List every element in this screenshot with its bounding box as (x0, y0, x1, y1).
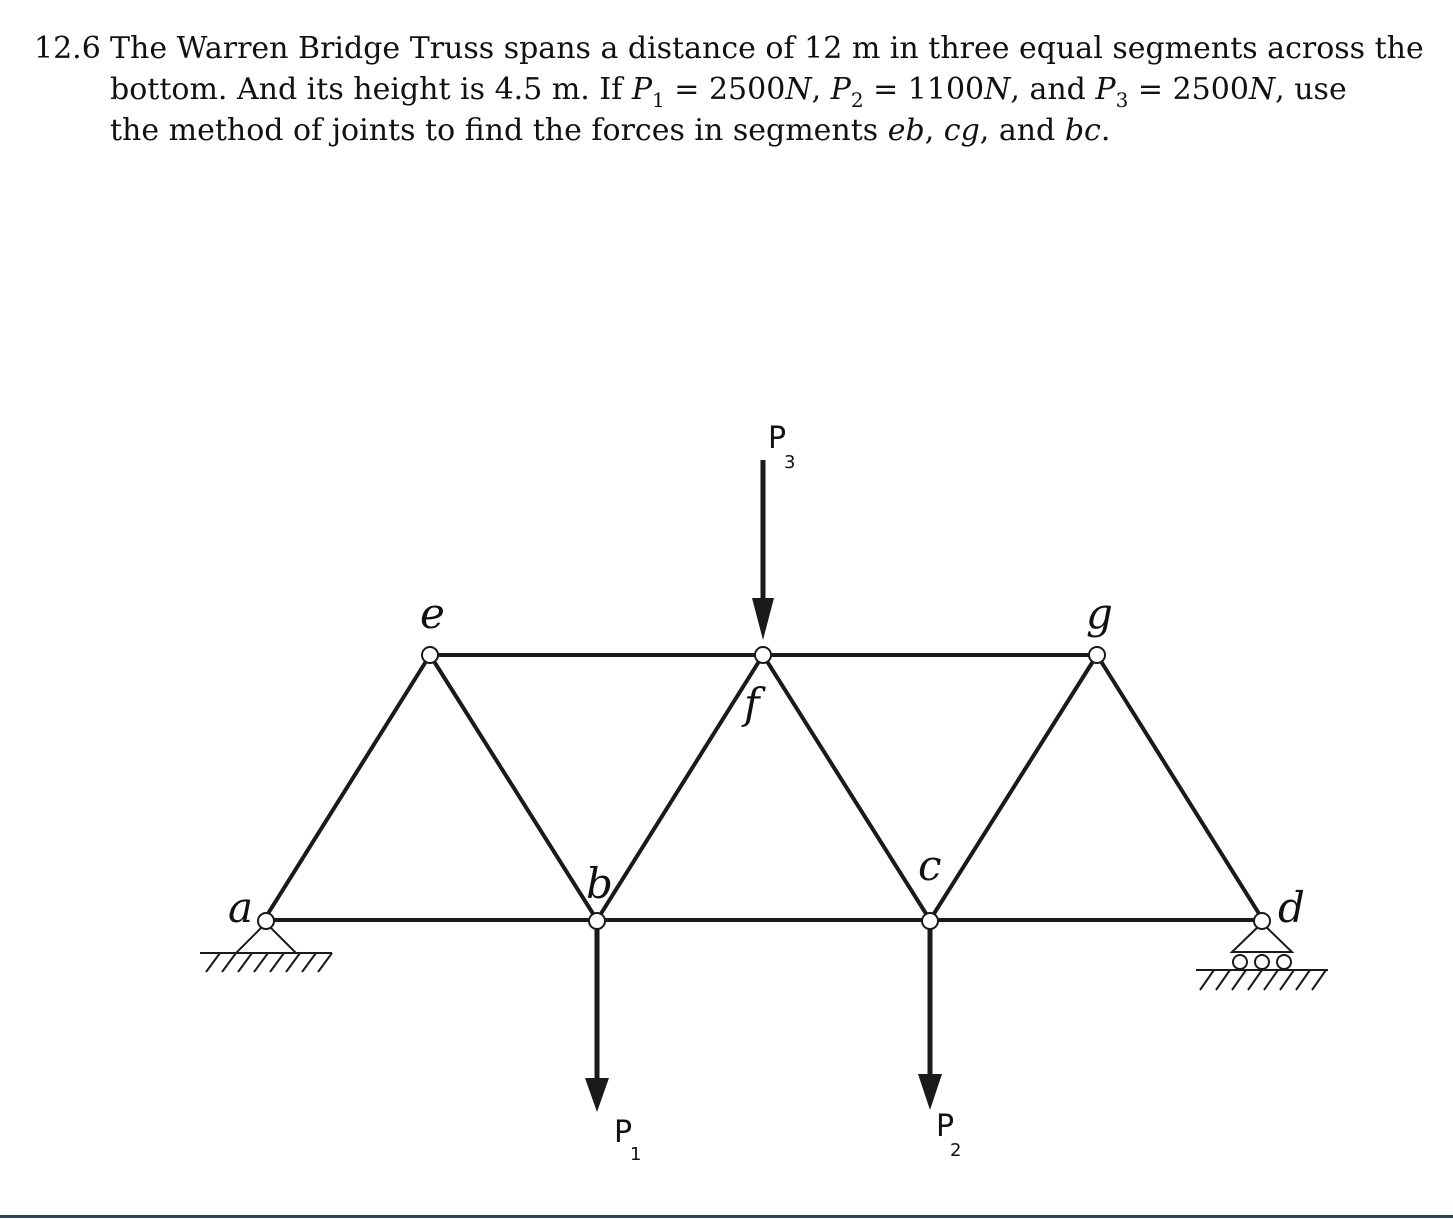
separator-2: , and (1010, 72, 1096, 107)
and-text: , and (979, 113, 1065, 148)
load-subscript-p3: 3 (784, 452, 796, 473)
problem-line-2-text: bottom. And its height is 4.5 m. If (110, 72, 632, 107)
joint-d (1254, 913, 1270, 929)
label-e: e (420, 589, 445, 638)
segment-eb: eb (887, 113, 925, 148)
p1-subscript: 1 (652, 88, 665, 112)
load-subscript-p1: 1 (630, 1144, 642, 1165)
label-d: d (1278, 883, 1305, 932)
member-eb (430, 655, 597, 920)
joint-g (1089, 647, 1105, 663)
p3-symbol: P (1095, 72, 1116, 107)
problem-number: 12.6 (34, 31, 101, 66)
label-g: g (1086, 589, 1113, 638)
p2-subscript: 2 (850, 88, 864, 112)
truss-members (264, 655, 1263, 920)
p2-value: = 1100 (863, 72, 985, 107)
roller-support (1196, 923, 1328, 990)
load-arrow-p2 (918, 928, 942, 1110)
load-arrow-p1 (585, 928, 609, 1112)
member-gd (1097, 655, 1263, 920)
unit-n-1: N (785, 72, 812, 107)
label-a: a (228, 883, 254, 932)
load-label-p2: P (936, 1109, 955, 1144)
segment-cg: cg (943, 113, 980, 148)
load-subscript-p2: 2 (950, 1140, 962, 1161)
load-label-p3: P (768, 421, 787, 456)
label-c: c (918, 841, 942, 890)
problem-line-3-text: the method of joints to find the forces in segments (110, 113, 888, 148)
member-ae (264, 655, 430, 920)
p3-subscript: 3 (1115, 88, 1129, 112)
problem-line-1: The Warren Bridge Truss spans a distance of 12 m in three equal segments across the (110, 31, 1424, 66)
p2-symbol: P (830, 72, 851, 107)
unit-n-3: N (1248, 72, 1276, 107)
period: . (1100, 113, 1111, 148)
member-cg (930, 655, 1097, 920)
comma: , (924, 113, 944, 148)
p1-symbol: P (631, 72, 653, 107)
member-fc (763, 655, 930, 920)
segment-bc: bc (1064, 113, 1101, 148)
p3-value: = 2500 (1128, 72, 1249, 107)
pin-support (200, 923, 332, 972)
joint-a (258, 913, 274, 929)
p1-value: = 2500 (664, 72, 786, 107)
label-b: b (586, 859, 613, 908)
separator-1: , (811, 72, 831, 107)
joint-b (589, 913, 605, 929)
bottom-rule (0, 1215, 1453, 1218)
unit-n-2: N (984, 72, 1011, 107)
joint-e (422, 647, 438, 663)
joint-f (755, 647, 771, 663)
load-label-p1: P (614, 1115, 633, 1150)
member-bf (597, 655, 763, 920)
load-arrow-p3 (752, 460, 774, 640)
line-2-end: , use (1275, 72, 1347, 107)
joint-c (922, 913, 938, 929)
label-f: f (744, 679, 760, 728)
